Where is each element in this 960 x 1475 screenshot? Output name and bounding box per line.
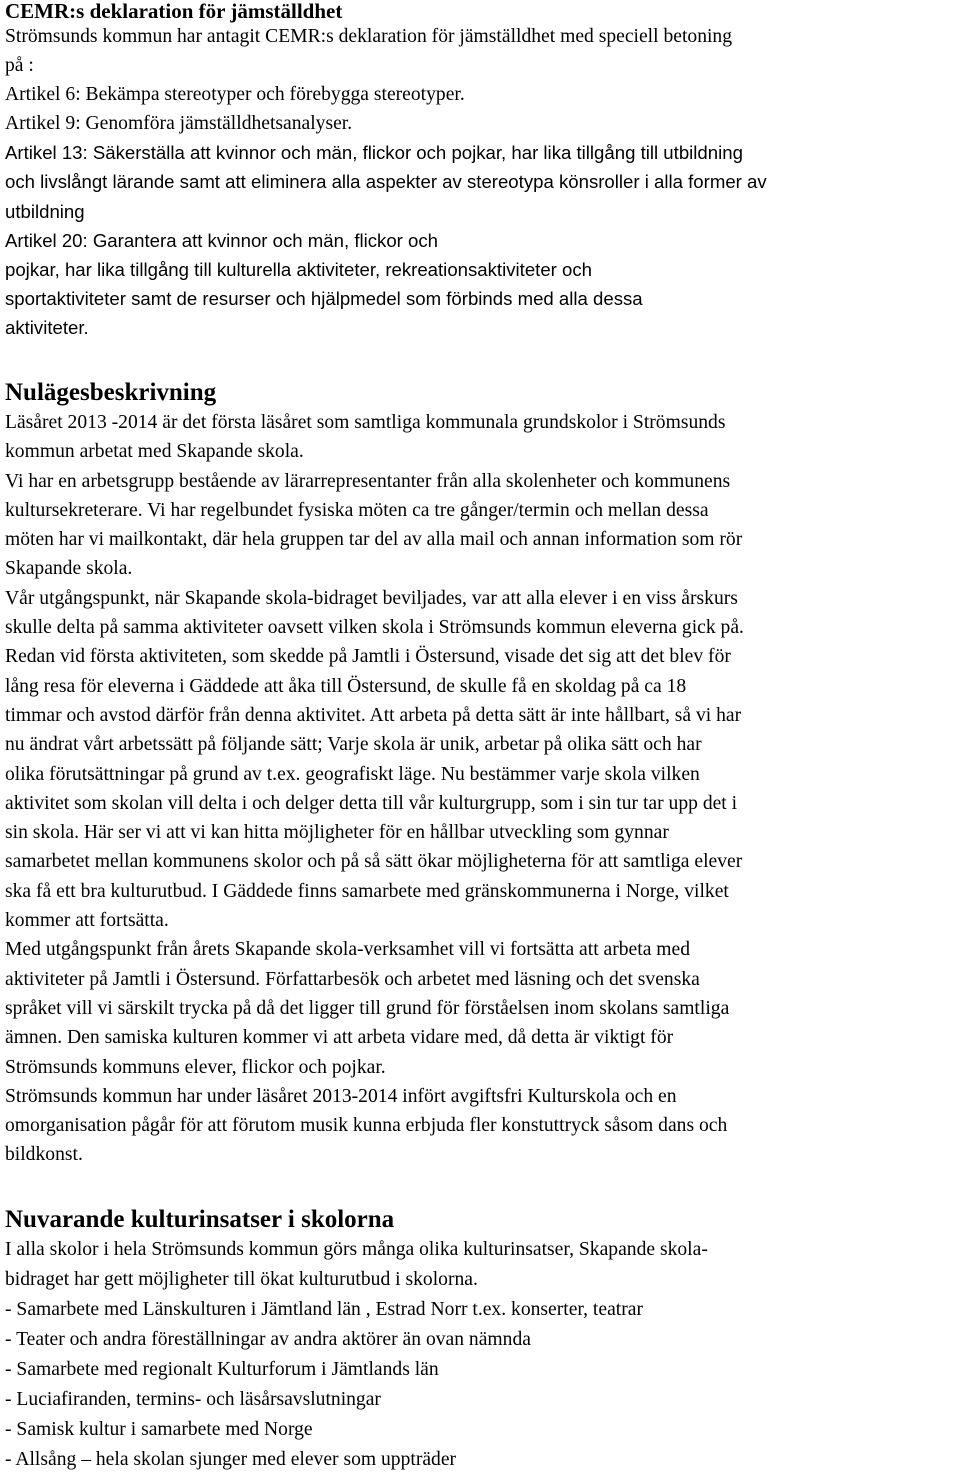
paragraph-line: timmar och avstod därför från denna aktivitet. Att arbeta på detta sätt är inte hållbart, så vi har <box>5 704 742 726</box>
list-item: - Allsång – hela skolan sjunger med elever som uppträder <box>5 1449 457 1470</box>
cemr-line: pojkar, har lika tillgång till kulturella aktiviteter, rekreationsaktiviteter och <box>5 258 593 280</box>
nulagesbeskrivning-section <box>5 378 744 1170</box>
paragraph-line: ämnen. Den samiska kulturen kommer vi att arbeta vidare med, då detta är viktigt för <box>5 1027 674 1049</box>
paragraph-line: kommer att fortsätta. <box>5 910 169 932</box>
paragraph-line: möten har vi mailkontakt, där hela gruppen tar del av alla mail och annan information som rör <box>5 529 743 551</box>
paragraph-line: språket vill vi särskilt trycka på då det ligger till grund för förståelsen inom skolans samtliga <box>5 997 730 1019</box>
paragraph-line: kultursekreterare. Vi har regelbundet fysiska möten ca tre gånger/termin och mellan dessa <box>5 499 709 521</box>
cemr-line: Artikel 6: Bekämpa stereotyper och förebygga stereotyper. <box>5 84 465 106</box>
cemr-heading: CEMR:s deklaration för jämställdhet <box>5 0 343 23</box>
paragraph-line: samarbetet mellan kommunens skolor och på så sätt ökar möjligheterna för att samtliga elever <box>5 851 743 873</box>
paragraph-line: Vår utgångspunkt, när Skapande skola-bidraget beviljades, var att alla elever i en viss årskurs <box>5 587 738 609</box>
list-item: - Teater och andra föreställningar av andra aktörer än ovan nämnda <box>5 1329 531 1350</box>
cemr-line: aktiviteter. <box>5 316 89 338</box>
paragraph-line: Strömsunds kommuns elever, flickor och pojkar. <box>5 1056 386 1078</box>
list-item: - Samisk kultur i samarbete med Norge <box>5 1419 313 1440</box>
paragraph-line: Strömsunds kommun har under läsåret 2013-2014 infört avgiftsfri Kulturskola och en <box>5 1085 677 1107</box>
cemr-line: Artikel 13: Säkerställa att kvinnor och män, flickor och pojkar, har lika tillgång till utbildning <box>5 142 743 164</box>
paragraph-line: nu ändrat vårt arbetssätt på följande sätt; Varje skola är unik, arbetar på olika sätt och har <box>5 734 702 756</box>
nuvarande-kulturinsatser-section <box>5 1205 708 1475</box>
cemr-line: på : <box>5 55 34 77</box>
paragraph-line: Vi har en arbetsgrupp bestående av lärarrepresentanter från alla skolenheter och kommunens <box>5 470 731 492</box>
paragraph-line: Med utgångspunkt från årets Skapande skola-verksamhet vill vi fortsätta att arbeta med <box>5 939 691 961</box>
cemr-line: Artikel 20: Garantera att kvinnor och män, flickor och <box>5 229 439 251</box>
cemr-line: Strömsunds kommun har antagit CEMR:s deklaration för jämställdhet med speciell betoning <box>5 26 733 47</box>
paragraph-line: Skapande skola. <box>5 558 133 580</box>
paragraph-line: skulle delta på samma aktiviteter oavsett vilken skola i Strömsunds kommun eleverna gick på. <box>5 617 744 639</box>
paragraph-line: I alla skolor i hela Strömsunds kommun görs många olika kulturinsatser, Skapande skola- <box>5 1239 708 1260</box>
list-item: - Luciafiranden, termins- och läsårsavslutningar <box>5 1389 381 1410</box>
paragraph-line: aktiviteter på Jamtli i Östersund. Författarbesök och arbetet med läsning och det svenska <box>5 968 700 990</box>
cemr-line: Artikel 9: Genomföra jämställdhetsanalyser. <box>5 113 353 135</box>
paragraph-line: omorganisation pågår för att förutom musik kunna erbjuda fler konstuttryck såsom dans och <box>5 1115 728 1137</box>
list-item: - Samarbete med regionalt Kulturforum i Jämtlands län <box>5 1359 439 1380</box>
paragraph-line: Redan vid första aktiviteten, som skedde på Jamtli i Östersund, visade det sig att det blev för <box>5 646 731 668</box>
cemr-section <box>5 0 767 342</box>
paragraph-line: lång resa för eleverna i Gäddede att åka till Östersund, de skulle få en skoldag på ca 18 <box>5 675 687 697</box>
paragraph-line: aktivitet som skolan vill delta i och delger detta till vår kulturgrupp, som i sin tur tar upp det i <box>5 792 738 814</box>
paragraph-line: bidraget har gett möjligheter till ökat kulturutbud i skolorna. <box>5 1269 478 1290</box>
list-item: - Samarbete med Länskulturen i Jämtland län , Estrad Norr t.ex. konserter, teatrar <box>5 1299 643 1320</box>
paragraph-line: kommun arbetat med Skapande skola. <box>5 441 304 463</box>
nulagesbeskrivning-heading: Nulägesbeskrivning <box>5 379 217 406</box>
cemr-line: utbildning <box>5 200 85 222</box>
paragraph-line: sin skola. Här ser vi att vi kan hitta möjligheter för en hållbar utveckling som gynnar <box>5 822 669 844</box>
paragraph-line: bildkonst. <box>5 1144 83 1166</box>
paragraph-line: olika förutsättningar på grund av t.ex. geografiskt läge. Nu bestämmer varje skola vilken <box>5 763 700 785</box>
paragraph-line: ska få ett bra kulturutbud. I Gäddede finns samarbete med gränskommunerna i Norge, vilket <box>5 880 729 902</box>
cemr-line: och livslångt lärande samt att eliminera alla aspekter av stereotypa könsroller i alla former av <box>5 171 767 193</box>
paragraph-line: Läsåret 2013 -2014 är det första läsåret som samtliga kommunala grundskolor i Strömsunds <box>5 412 726 433</box>
cemr-line: sportaktiviteter samt de resurser och hjälpmedel som förbinds med alla dessa <box>5 287 643 309</box>
nuvarande-kulturinsatser-heading: Nuvarande kulturinsatser i skolorna <box>5 1206 395 1233</box>
